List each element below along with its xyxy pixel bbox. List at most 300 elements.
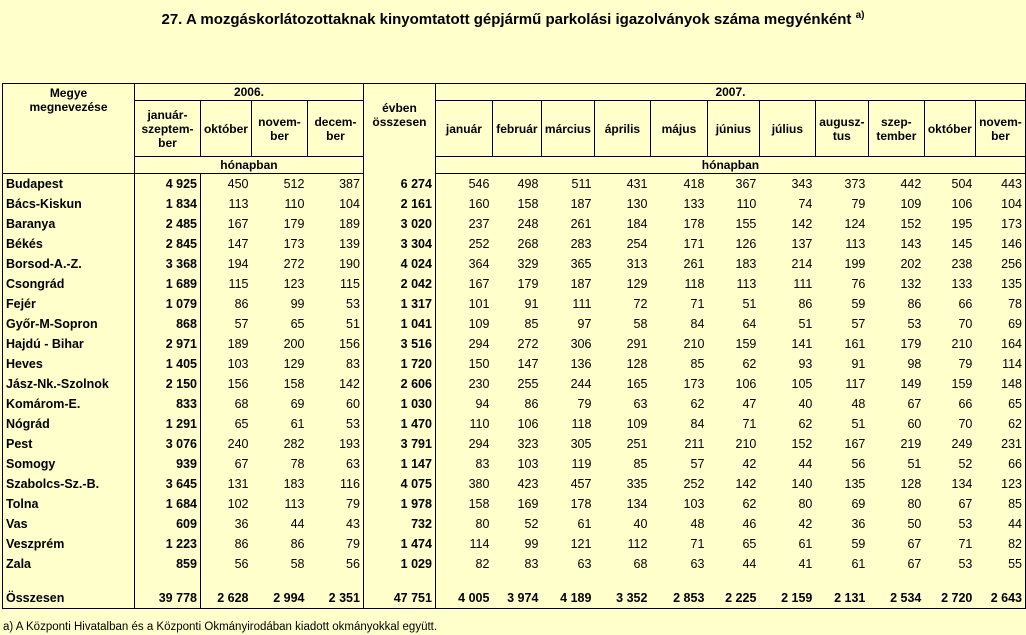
value-cell: 78: [290, 457, 305, 471]
value-cell: 146: [975, 234, 1025, 254]
value-cell: 1 030: [363, 394, 435, 414]
county-name: Vas: [3, 514, 135, 534]
value-cell: 189: [227, 337, 249, 351]
value-cell: 3 304: [363, 234, 435, 254]
value-cell: 210: [951, 337, 973, 351]
spacer-cell: [975, 574, 1025, 588]
value-cell: 58: [633, 317, 648, 331]
value-cell: 3 020: [363, 214, 435, 234]
value-cell: 1 684: [134, 494, 200, 514]
value-cell: 128: [900, 477, 922, 491]
value-cell: 41: [798, 557, 813, 571]
month-2007-header-9: szep- tember: [868, 101, 924, 157]
value-cell: 63: [633, 397, 648, 411]
value-cell: 53: [958, 517, 973, 531]
value-cell: 85: [633, 457, 648, 471]
value-cell: 114: [975, 354, 1025, 374]
value-cell: 189: [307, 214, 363, 234]
value-cell: 187: [570, 277, 592, 291]
value-cell: 134: [951, 477, 973, 491]
county-name: Veszprém: [3, 534, 135, 554]
value-cell: 67: [234, 457, 249, 471]
value-cell: 294: [435, 334, 492, 354]
value-cell: 53: [907, 317, 922, 331]
value-cell: 173: [683, 377, 705, 391]
total-value-cell: 47 751: [363, 588, 435, 609]
value-cell: 94: [435, 394, 492, 414]
total-value-cell: 3 974: [492, 588, 541, 609]
value-cell: 63: [577, 557, 592, 571]
value-cell: 64: [742, 317, 757, 331]
value-cell: 97: [577, 317, 592, 331]
value-cell: 387: [307, 174, 363, 195]
total-value-cell: 2 131: [815, 588, 868, 609]
county-name: Fejér: [3, 294, 135, 314]
table-row: [3, 494, 1026, 514]
value-cell: 42: [742, 457, 757, 471]
table-row: [3, 314, 1026, 334]
spacer-cell: [435, 574, 492, 588]
county-column-header: Megye megnevezése: [3, 84, 135, 174]
value-cell: 65: [975, 394, 1025, 414]
total-label: Összesen: [3, 588, 135, 609]
value-cell: 113: [284, 497, 305, 511]
value-cell: 83: [307, 354, 363, 374]
value-cell: 145: [951, 237, 973, 251]
value-cell: 43: [307, 514, 363, 534]
value-cell: 231: [975, 434, 1025, 454]
value-cell: 93: [798, 357, 813, 371]
value-cell: 86: [234, 297, 249, 311]
county-name: Győr-M-Sopron: [3, 314, 135, 334]
value-cell: 240: [227, 437, 249, 451]
spacer-cell: [759, 574, 815, 588]
value-cell: 85: [690, 357, 705, 371]
value-cell: 56: [234, 557, 249, 571]
value-cell: 119: [571, 457, 592, 471]
value-cell: 61: [290, 417, 305, 431]
value-cell: 132: [900, 277, 922, 291]
value-cell: 58: [290, 557, 305, 571]
value-cell: 343: [791, 177, 813, 191]
value-cell: 443: [975, 174, 1025, 195]
value-cell: 36: [234, 517, 249, 531]
value-cell: 103: [227, 357, 249, 371]
value-cell: 123: [975, 474, 1025, 494]
value-cell: 450: [227, 177, 249, 191]
county-name: Baranya: [3, 214, 135, 234]
value-cell: 199: [844, 257, 866, 271]
value-cell: 56: [307, 554, 363, 574]
county-name: Borsod-A.-Z.: [3, 254, 135, 274]
value-cell: 511: [571, 177, 592, 191]
value-cell: 51: [907, 457, 922, 471]
value-cell: 80: [435, 514, 492, 534]
value-cell: 83: [435, 454, 492, 474]
value-cell: 457: [570, 477, 592, 491]
value-cell: 79: [307, 534, 363, 554]
value-cell: 3 645: [134, 474, 200, 494]
month-2007-header-11: novem- ber: [975, 101, 1025, 157]
value-cell: 40: [798, 397, 813, 411]
value-cell: 118: [571, 417, 592, 431]
county-name: Bács-Kiskun: [3, 194, 135, 214]
table-row: [3, 214, 1026, 234]
value-cell: 364: [435, 254, 492, 274]
value-cell: 78: [975, 294, 1025, 314]
value-cell: 66: [958, 397, 973, 411]
table-row: [3, 174, 1026, 195]
month-2007-header-3: március: [541, 101, 594, 157]
value-cell: 4 925: [134, 174, 200, 195]
value-cell: 110: [435, 414, 492, 434]
value-cell: 195: [951, 217, 973, 231]
value-cell: 129: [283, 357, 305, 371]
value-cell: 99: [524, 537, 539, 551]
table-row: [3, 454, 1026, 474]
value-cell: 171: [683, 237, 705, 251]
spacer-cell: [134, 574, 200, 588]
value-cell: 111: [793, 277, 813, 291]
value-cell: 3 368: [134, 254, 200, 274]
value-cell: 47: [742, 397, 757, 411]
value-cell: 135: [844, 477, 866, 491]
spacer-cell: [924, 574, 975, 588]
spacer-cell: [541, 574, 594, 588]
value-cell: 367: [735, 177, 757, 191]
value-cell: 546: [435, 174, 492, 195]
value-cell: 83: [524, 557, 539, 571]
value-cell: 179: [517, 277, 539, 291]
value-cell: 210: [683, 337, 705, 351]
value-cell: 193: [307, 434, 363, 454]
county-name: Pest: [3, 434, 135, 454]
value-cell: 110: [736, 197, 757, 211]
footnote: a) A Központi Hivatalban és a Központi Okmányirodában kiadott okmányokkal együtt.: [3, 621, 438, 633]
month-2007-header-1: január: [435, 101, 492, 157]
value-cell: 1 291: [134, 414, 200, 434]
value-cell: 272: [517, 337, 539, 351]
county-name: Szabolcs-Sz.-B.: [3, 474, 135, 494]
value-cell: 44: [798, 457, 813, 471]
value-cell: 68: [234, 397, 249, 411]
value-cell: 116: [307, 474, 363, 494]
value-cell: 104: [975, 194, 1025, 214]
value-cell: 160: [435, 194, 492, 214]
value-cell: 105: [791, 377, 813, 391]
value-cell: 86: [524, 397, 539, 411]
value-cell: 65: [290, 317, 305, 331]
table-row: [3, 534, 1026, 554]
value-cell: 44: [290, 517, 305, 531]
value-cell: 1 689: [134, 274, 200, 294]
month-2007-header-2: február: [492, 101, 541, 157]
value-cell: 1 978: [363, 494, 435, 514]
value-cell: 373: [844, 177, 866, 191]
value-cell: 59: [851, 537, 866, 551]
value-cell: 59: [851, 297, 866, 311]
value-cell: 6 274: [363, 174, 435, 195]
value-cell: 142: [307, 374, 363, 394]
title-footnote-mark: a): [855, 10, 865, 21]
table-row: [3, 354, 1026, 374]
value-cell: 147: [517, 357, 539, 371]
spacer-cell: [200, 574, 251, 588]
county-name: Békés: [3, 234, 135, 254]
value-cell: 261: [683, 257, 705, 271]
value-cell: 156: [307, 334, 363, 354]
value-cell: 67: [907, 537, 922, 551]
value-cell: 114: [435, 534, 492, 554]
total-value-cell: 3 352: [594, 588, 650, 609]
value-cell: 142: [735, 477, 757, 491]
value-cell: 61: [798, 537, 813, 551]
value-cell: 2 485: [134, 214, 200, 234]
value-cell: 252: [683, 477, 705, 491]
value-cell: 137: [791, 237, 813, 251]
value-cell: 79: [958, 357, 973, 371]
value-cell: 139: [307, 234, 363, 254]
value-cell: 36: [851, 517, 866, 531]
value-cell: 248: [517, 217, 539, 231]
value-cell: 1 147: [363, 454, 435, 474]
value-cell: 52: [958, 457, 973, 471]
value-cell: 109: [435, 314, 492, 334]
value-cell: 91: [851, 357, 866, 371]
value-cell: 152: [900, 217, 922, 231]
value-cell: 98: [907, 357, 922, 371]
value-cell: 244: [570, 377, 592, 391]
value-cell: 249: [951, 437, 973, 451]
value-cell: 53: [307, 414, 363, 434]
value-cell: 4 075: [363, 474, 435, 494]
value-cell: 42: [798, 517, 813, 531]
value-cell: 498: [517, 177, 539, 191]
month-2006-header-3: novem- ber: [251, 101, 307, 157]
value-cell: 79: [307, 494, 363, 514]
value-cell: 133: [683, 197, 705, 211]
header-row-months: [3, 101, 1026, 157]
value-cell: 184: [626, 217, 648, 231]
table-row: [3, 334, 1026, 354]
value-cell: 70: [958, 417, 973, 431]
table-row: [3, 374, 1026, 394]
value-cell: 140: [791, 477, 813, 491]
value-cell: 313: [626, 257, 648, 271]
value-cell: 2 971: [134, 334, 200, 354]
county-name: Komárom-E.: [3, 394, 135, 414]
value-cell: 69: [851, 497, 866, 511]
spacer-row: [3, 574, 1026, 588]
county-name: Nógrád: [3, 414, 135, 434]
table-row: [3, 474, 1026, 494]
total-row: [3, 588, 1026, 609]
value-cell: 732: [363, 514, 435, 534]
value-cell: 147: [227, 237, 249, 251]
value-cell: 167: [435, 274, 492, 294]
county-name: Tolna: [3, 494, 135, 514]
value-cell: 173: [975, 214, 1025, 234]
value-cell: 62: [975, 414, 1025, 434]
total-value-cell: 39 778: [134, 588, 200, 609]
unit-2006-label: hónapban: [134, 157, 363, 174]
value-cell: 91: [524, 297, 539, 311]
table-row: [3, 414, 1026, 434]
county-name: Jász-Nk.-Szolnok: [3, 374, 135, 394]
value-cell: 254: [626, 237, 648, 251]
value-cell: 179: [900, 337, 922, 351]
parking-permit-table: [2, 83, 1026, 609]
total-value-cell: 2 351: [307, 588, 363, 609]
value-cell: 57: [234, 317, 249, 331]
total-value-cell: 2 628: [200, 588, 251, 609]
value-cell: 121: [570, 537, 592, 551]
month-2007-header-6: június: [707, 101, 759, 157]
value-cell: 268: [517, 237, 539, 251]
value-cell: 148: [975, 374, 1025, 394]
value-cell: 323: [517, 437, 539, 451]
value-cell: 1 470: [363, 414, 435, 434]
value-cell: 101: [435, 294, 492, 314]
spacer-cell: [707, 574, 759, 588]
table-row: [3, 254, 1026, 274]
value-cell: 159: [735, 337, 757, 351]
value-cell: 65: [742, 537, 757, 551]
value-cell: 67: [907, 397, 922, 411]
value-cell: 859: [134, 554, 200, 574]
spacer-cell: [492, 574, 541, 588]
value-cell: 1 079: [134, 294, 200, 314]
value-cell: 86: [290, 537, 305, 551]
table-row: [3, 554, 1026, 574]
value-cell: 504: [951, 177, 973, 191]
county-name: Heves: [3, 354, 135, 374]
value-cell: 66: [975, 454, 1025, 474]
value-cell: 51: [851, 417, 866, 431]
value-cell: 79: [577, 397, 592, 411]
value-cell: 109: [626, 417, 648, 431]
value-cell: 67: [907, 557, 922, 571]
value-cell: 150: [435, 354, 492, 374]
value-cell: 51: [307, 314, 363, 334]
value-cell: 51: [798, 317, 813, 331]
value-cell: 99: [290, 297, 305, 311]
value-cell: 238: [951, 257, 973, 271]
total-value-cell: 4 189: [541, 588, 594, 609]
value-cell: 2 042: [363, 274, 435, 294]
value-cell: 123: [283, 277, 305, 291]
value-cell: 142: [791, 217, 813, 231]
value-cell: 86: [907, 297, 922, 311]
value-cell: 156: [227, 377, 249, 391]
table-row: [3, 294, 1026, 314]
value-cell: 115: [228, 277, 249, 291]
spacer-cell: [3, 574, 135, 588]
value-cell: 252: [435, 234, 492, 254]
value-cell: 256: [975, 254, 1025, 274]
value-cell: 50: [907, 517, 922, 531]
value-cell: 80: [907, 497, 922, 511]
county-name: Hajdú - Bihar: [3, 334, 135, 354]
value-cell: 61: [851, 557, 866, 571]
value-cell: 68: [633, 557, 648, 571]
value-cell: 56: [851, 457, 866, 471]
value-cell: 69: [975, 314, 1025, 334]
value-cell: 57: [690, 457, 705, 471]
value-cell: 255: [517, 377, 539, 391]
value-cell: 71: [742, 417, 757, 431]
value-cell: 1 834: [134, 194, 200, 214]
value-cell: 115: [307, 274, 363, 294]
value-cell: 106: [517, 417, 539, 431]
value-cell: 103: [517, 457, 539, 471]
value-cell: 2 150: [134, 374, 200, 394]
total-value-cell: 2 994: [251, 588, 307, 609]
value-cell: 62: [742, 497, 757, 511]
value-cell: 152: [791, 437, 813, 451]
year-2007-header: 2007.: [435, 84, 1025, 101]
value-cell: 158: [283, 377, 305, 391]
value-cell: 165: [626, 377, 648, 391]
value-cell: 136: [570, 357, 592, 371]
month-2007-header-4: április: [594, 101, 650, 157]
value-cell: 187: [570, 197, 592, 211]
value-cell: 143: [900, 237, 922, 251]
value-cell: 79: [851, 197, 866, 211]
value-cell: 3 791: [363, 434, 435, 454]
county-name: Csongrád: [3, 274, 135, 294]
value-cell: 214: [791, 257, 813, 271]
value-cell: 380: [435, 474, 492, 494]
value-cell: 131: [227, 477, 249, 491]
value-cell: 46: [742, 517, 757, 531]
spacer-cell: [815, 574, 868, 588]
value-cell: 65: [234, 417, 249, 431]
value-cell: 329: [517, 257, 539, 271]
value-cell: 200: [283, 337, 305, 351]
value-cell: 80: [798, 497, 813, 511]
value-cell: 161: [844, 337, 866, 351]
value-cell: 84: [690, 317, 705, 331]
value-cell: 60: [307, 394, 363, 414]
value-cell: 60: [907, 417, 922, 431]
value-cell: 133: [951, 277, 973, 291]
value-cell: 158: [517, 197, 539, 211]
value-cell: 111: [572, 297, 592, 311]
value-cell: 210: [735, 437, 757, 451]
spacer-cell: [650, 574, 707, 588]
value-cell: 282: [283, 437, 305, 451]
value-cell: 261: [570, 217, 592, 231]
table-row: [3, 194, 1026, 214]
value-cell: 113: [228, 197, 249, 211]
value-cell: 113: [736, 277, 757, 291]
header-row-years: [3, 84, 1026, 101]
value-cell: 106: [951, 197, 973, 211]
value-cell: 2 606: [363, 374, 435, 394]
value-cell: 183: [735, 257, 757, 271]
total-value-cell: 2 643: [975, 588, 1025, 609]
value-cell: 159: [951, 377, 973, 391]
value-cell: 442: [900, 177, 922, 191]
month-2006-header-1: január- szeptem- ber: [134, 101, 200, 157]
county-name: Zala: [3, 554, 135, 574]
value-cell: 868: [134, 314, 200, 334]
value-cell: 70: [958, 317, 973, 331]
total-value-cell: 2 720: [924, 588, 975, 609]
value-cell: 202: [900, 257, 922, 271]
total-value-cell: 2 225: [707, 588, 759, 609]
